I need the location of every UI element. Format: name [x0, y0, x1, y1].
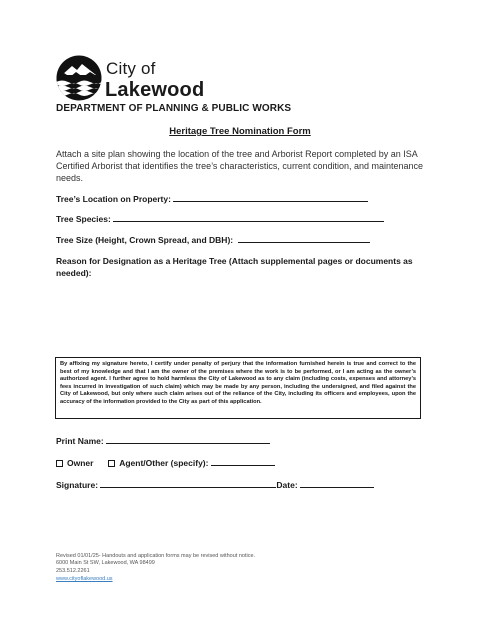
logo-city-of-text: City of	[106, 59, 156, 78]
tree-size-input-line[interactable]	[238, 234, 370, 243]
signature-label: Signature:	[56, 480, 99, 490]
logo-lakewood-text: Lakewood	[105, 79, 205, 101]
owner-label: Owner	[67, 458, 94, 468]
owner-checkbox[interactable]	[56, 460, 63, 467]
agent-specify-input-line[interactable]	[211, 457, 275, 466]
tree-species-field	[56, 213, 384, 224]
agent-label: Agent/Other (specify):	[119, 458, 209, 468]
agent-checkbox[interactable]	[108, 460, 115, 467]
reason-input-area[interactable]	[56, 282, 422, 352]
tree-location-label: Tree’s Location on Property:	[56, 194, 171, 204]
print-name-field	[56, 435, 270, 446]
department-heading: DEPARTMENT OF PLANNING & PUBLIC WORKS	[56, 103, 292, 114]
footer-phone: 253.512.2261	[56, 568, 90, 574]
signature-input-line[interactable]	[100, 479, 276, 488]
footer-address: 6000 Main St SW, Lakewood, WA 98499	[56, 560, 155, 566]
signature-field	[56, 479, 374, 490]
print-name-input-line[interactable]	[106, 435, 270, 444]
form-title: Heritage Tree Nomination Form	[169, 126, 311, 137]
footer-website-link[interactable]: www.cityoflakewood.us	[56, 576, 113, 582]
tree-location-field	[56, 193, 368, 204]
intro-instructions: Attach a site plan showing the location of the tree and Arborist Report completed by an ISA Certified Arborist that identifies the tree’s characteristics, current condition, and maintenance needs.	[56, 149, 424, 183]
date-input-line[interactable]	[300, 479, 374, 488]
reason-label: Reason for Designation as a Heritage Tree (Attach supplemental pages or documents as needed):	[56, 256, 413, 278]
tree-species-label: Tree Species:	[56, 214, 111, 224]
city-logo-icon	[56, 55, 102, 101]
date-label: Date:	[276, 480, 298, 490]
tree-location-input-line[interactable]	[173, 193, 368, 202]
role-selection-row	[56, 457, 275, 468]
tree-size-field	[56, 234, 370, 245]
footer-revised-note: Revised 01/01/25- Handouts and application forms may be revised without notice.	[56, 553, 256, 559]
tree-species-input-line[interactable]	[113, 213, 384, 222]
print-name-label: Print Name:	[56, 436, 104, 446]
certification-text: By affixing my signature hereto, I certify under penalty of perjury that the information furnished herein is true and correct to the best of my knowledge and that I am the owner of the premises where the work is to be performed, or I am acting as the owner’s authorized agent. I further agree to hold harmless the City of Lakewood as to any claim (including costs, expenses and attorney’s fees incurred in investigation of such claim) which may be made by any person, including the undersigned, and filed against the City of Lakewood, but only where such claim arises out of the reliance of the City, including its officers and employees, upon the accuracy of the information provided to the City as part of this application.	[60, 361, 416, 405]
certification-box	[55, 357, 421, 419]
tree-size-label: Tree Size (Height, Crown Spread, and DBH):	[56, 235, 234, 245]
